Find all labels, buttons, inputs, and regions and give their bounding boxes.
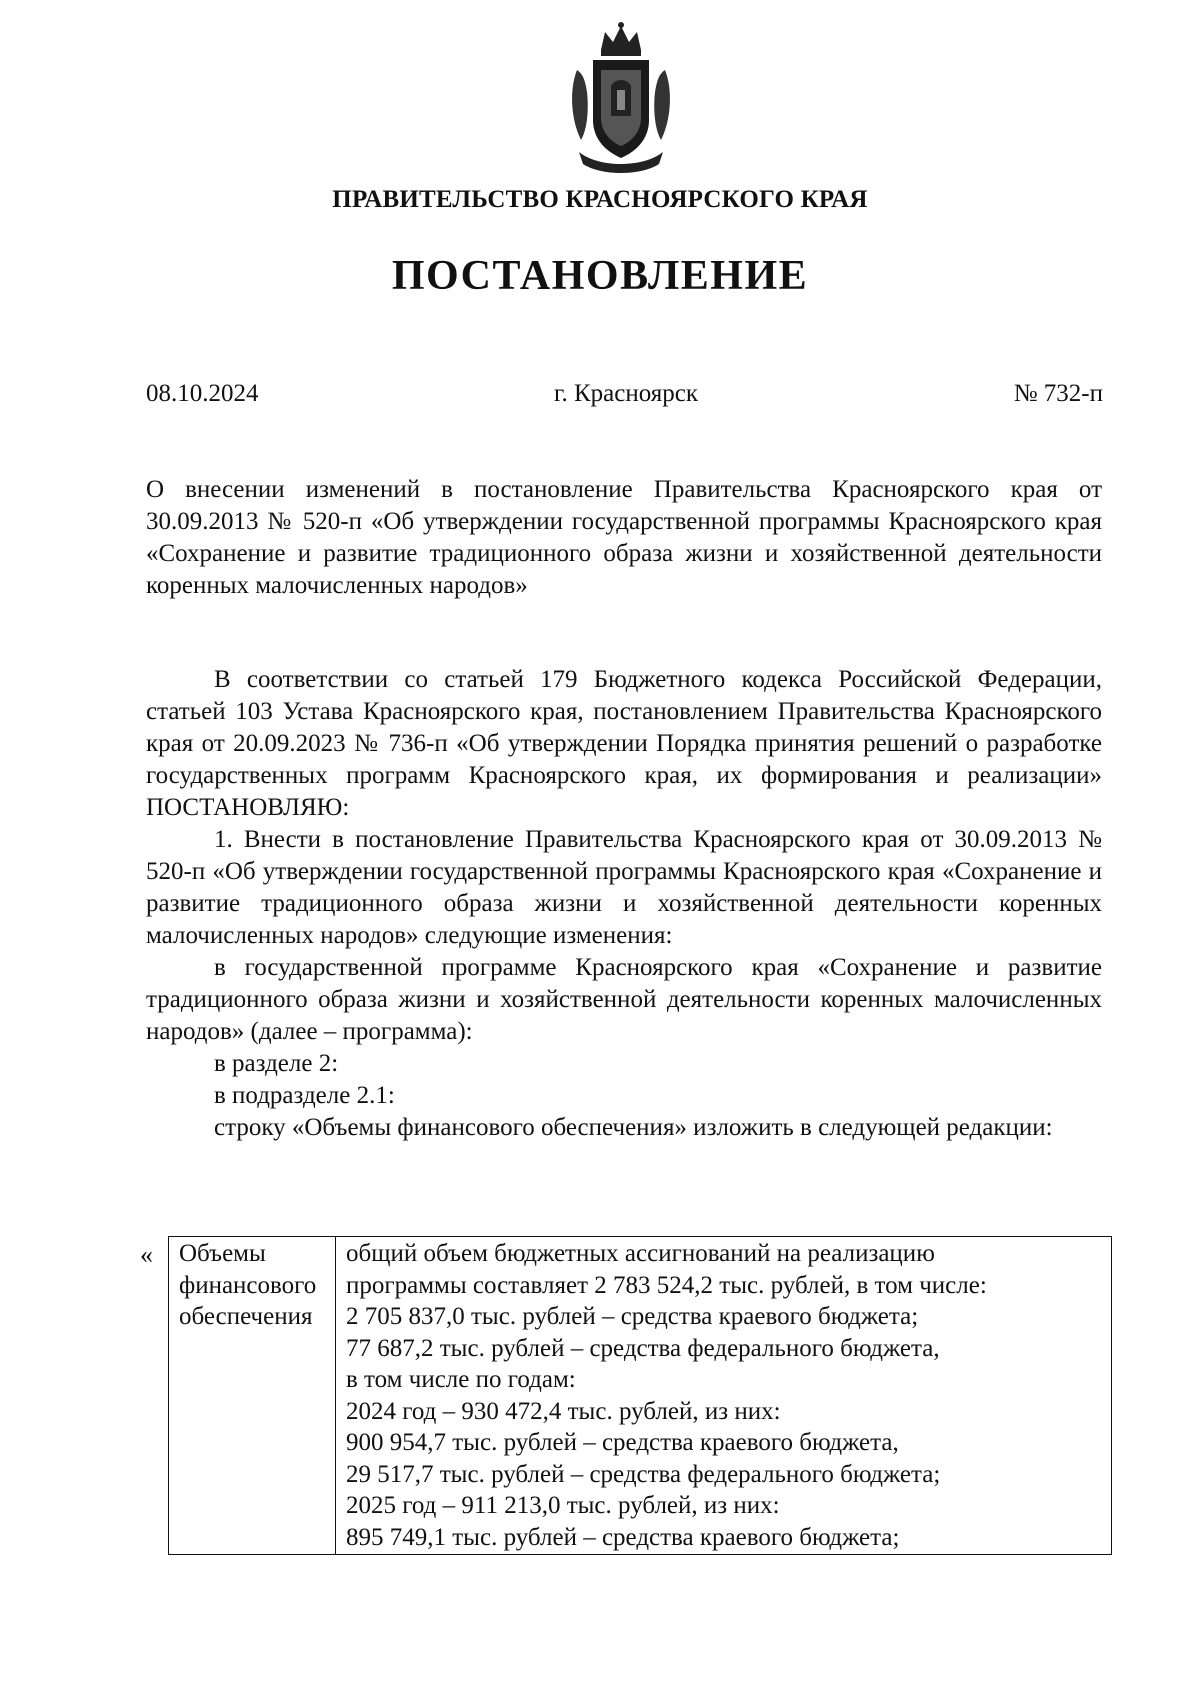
document-type: ПОСТАНОВЛЕНИЕ — [391, 253, 809, 299]
value-line: 895 749,1 тыс. рублей – средства краевого бюджета; — [346, 1523, 900, 1551]
document-number: № 732-п — [1013, 380, 1103, 407]
value-line: 2 705 837,0 тыс. рублей – средства краевого бюджета; — [346, 1303, 919, 1330]
section-line: в разделе 2: — [214, 1050, 339, 1077]
subsection-line: в подразделе 2.1: — [214, 1082, 395, 1109]
value-line: 900 954,7 тыс. рублей – средства краевого бюджета, — [346, 1429, 899, 1456]
document-body — [146, 664, 1102, 1144]
label-line: финансового — [179, 1271, 317, 1299]
document-date: 08.10.2024 — [146, 380, 259, 407]
instruction-paragraph: строку «Объемы финансового обеспечения» изложить в следующей редакции: — [214, 1114, 1053, 1141]
item-1-paragraph: 1. Внести в постановление Правительства Красноярского края от 30.09.2013 № 520-п «Об утверждении государственной программы Красноярского края «Сохранение и развитие традиционного образа жизни и хозяйственной деятельности коренных малочисленных народов» следующие изменения: — [146, 826, 1102, 949]
value-line: общий объем бюджетных ассигнований на реализацию — [346, 1240, 935, 1267]
opening-quote-mark: « — [140, 1240, 153, 1269]
table-label-cell — [169, 1237, 336, 1555]
coat-of-arms-icon — [563, 20, 679, 176]
financing-table — [168, 1236, 1112, 1555]
organization-name: ПРАВИТЕЛЬСТВО КРАСНОЯРСКОГО КРАЯ — [332, 186, 868, 213]
program-intro-paragraph: в государственной программе Красноярского края «Сохранение и развитие традиционного образа жизни и хозяйственной деятельности коренных малочисленных народов» (далее – программа): — [146, 954, 1102, 1045]
value-line: 29 517,7 тыс. рублей – средства федерального бюджета; — [346, 1460, 941, 1488]
table-value-cell — [336, 1237, 1112, 1555]
document-title: О внесении изменений в постановление Правительства Красноярского края от 30.09.2013 № 520-п «Об утверждении государственной программы Красноярского края «Сохранение и развитие традиционного образа жизни и хозяйственной деятельности коренных малочисленных народов» — [146, 476, 1102, 599]
value-line: в том числе по годам: — [346, 1366, 576, 1393]
value-line: 77 687,2 тыс. рублей – средства федерального бюджета, — [346, 1334, 940, 1362]
label-line: обеспечения — [179, 1303, 313, 1330]
document-city: г. Красноярск — [554, 380, 698, 407]
value-line: программы составляет 2 783 524,2 тыс. рублей, в том числе: — [346, 1271, 987, 1299]
label-line: Объемы — [179, 1240, 266, 1267]
value-line: 2024 год – 930 472,4 тыс. рублей, из них: — [346, 1397, 781, 1425]
value-line: 2025 год – 911 213,0 тыс. рублей, из них: — [346, 1492, 780, 1519]
table-row — [169, 1237, 1112, 1555]
preamble-paragraph: В соответствии со статьей 179 Бюджетного кодекса Российской Федерации, статьей 103 Устава Красноярского края, постановлением Правительства Красноярского края от 20.09.2023 № 736-п «Об утверждении Порядка принятия решений о разработке государственных программ Красноярского края, их формирования и реализации» ПОСТАНОВЛЯЮ: — [146, 666, 1102, 821]
